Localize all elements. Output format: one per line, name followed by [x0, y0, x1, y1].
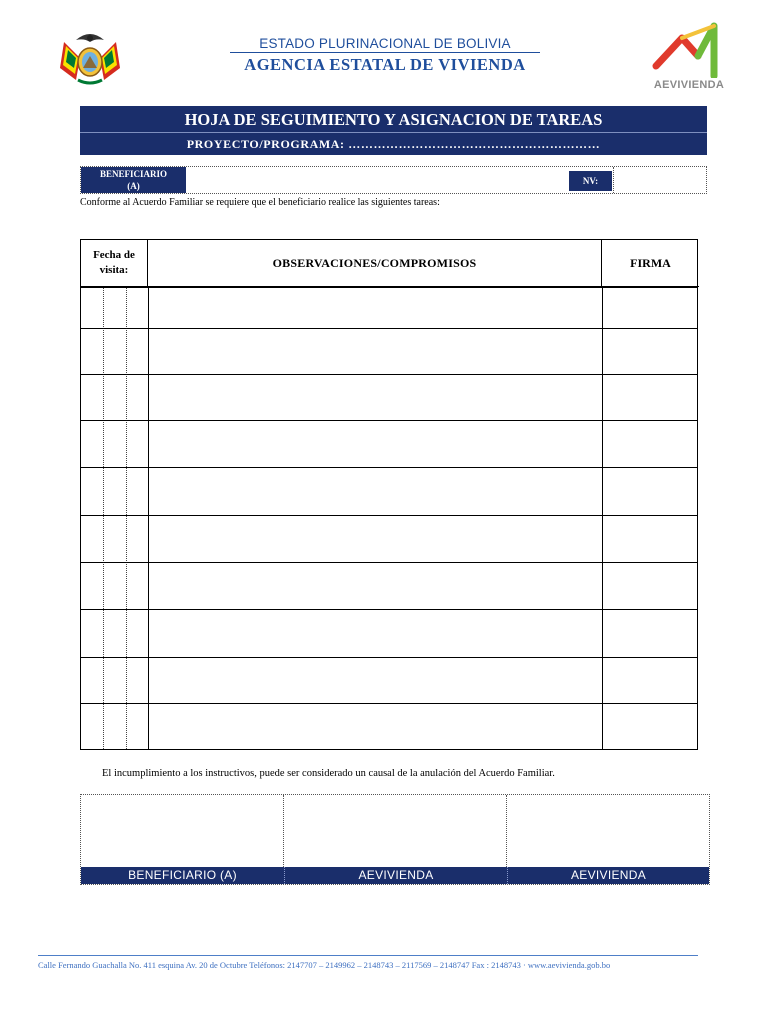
signature-label-aevivienda-2: AEVIVIENDA — [507, 867, 709, 884]
table-row[interactable] — [81, 657, 697, 703]
beneficiary-label — [81, 167, 186, 193]
intro-text: Conforme al Acuerdo Familiar se requiere que el beneficiario realice las siguientes tareas: — [80, 197, 440, 208]
table-row[interactable] — [81, 515, 697, 562]
document-title-block — [80, 106, 707, 155]
table-row[interactable] — [81, 609, 697, 657]
table-row[interactable] — [81, 328, 697, 374]
header-visit-date — [81, 240, 148, 287]
header-title-block — [230, 36, 540, 75]
agency-name: AGENCIA ESTATAL DE VIVIENDA — [244, 55, 526, 74]
signature-box-aevivienda-2[interactable] — [507, 795, 709, 867]
beneficiary-label-line2: (A) — [127, 181, 140, 191]
state-name: ESTADO PLURINACIONAL DE BOLIVIA — [259, 36, 511, 51]
aevivienda-logo — [648, 20, 730, 94]
beneficiary-row — [80, 166, 707, 194]
header-divider — [230, 52, 540, 53]
table-row[interactable] — [81, 287, 697, 328]
header-visit-date-line2: visita: — [99, 264, 129, 276]
nv-label: NV: — [569, 171, 612, 191]
header-observations: OBSERVACIONES/COMPROMISOS — [148, 240, 602, 287]
signature-box-beneficiary[interactable] — [81, 795, 284, 867]
aevivienda-house-logo-icon — [648, 20, 730, 78]
signature-box-aevivienda-1[interactable] — [284, 795, 507, 867]
project-program-line: PROYECTO/PROGRAMA: …………………………………………………… — [186, 137, 601, 151]
table-row[interactable] — [81, 467, 697, 515]
signature-labels-bar — [81, 867, 709, 884]
signature-label-aevivienda-1: AEVIVIENDA — [284, 867, 507, 884]
document-title: HOJA DE SEGUIMIENTO Y ASIGNACION DE TAREAS — [80, 106, 707, 133]
table-row[interactable] — [81, 703, 697, 749]
tasks-table — [80, 239, 698, 750]
beneficiary-label-line1: BENEFICIARIO — [99, 169, 167, 179]
bolivia-coat-of-arms-icon — [56, 28, 124, 90]
nv-field[interactable] — [613, 167, 707, 193]
warning-text: El incumplimiento a los instructivos, puede ser considerado un causal de la anulación del Acuerdo Familiar. — [102, 768, 555, 779]
footer-address: Calle Fernando Guachalla No. 411 esquina Av. 20 de Octubre Teléfonos: 2147707 – 2149962 – 2148743 – 2117569 – 2148747 Fax : 2148743 · www.aevivienda.gob.bo — [38, 960, 611, 970]
table-row[interactable] — [81, 374, 697, 420]
logo-text: AEVIVIENDA — [653, 79, 725, 91]
signature-label-beneficiary: BENEFICIARIO (A) — [128, 868, 237, 882]
header-signature: FIRMA — [602, 240, 699, 287]
signatures-table — [80, 794, 710, 885]
footer-divider — [38, 955, 698, 956]
table-row[interactable] — [81, 562, 697, 609]
header-visit-date-line1: Fecha de — [93, 249, 135, 261]
table-row[interactable] — [81, 420, 697, 467]
